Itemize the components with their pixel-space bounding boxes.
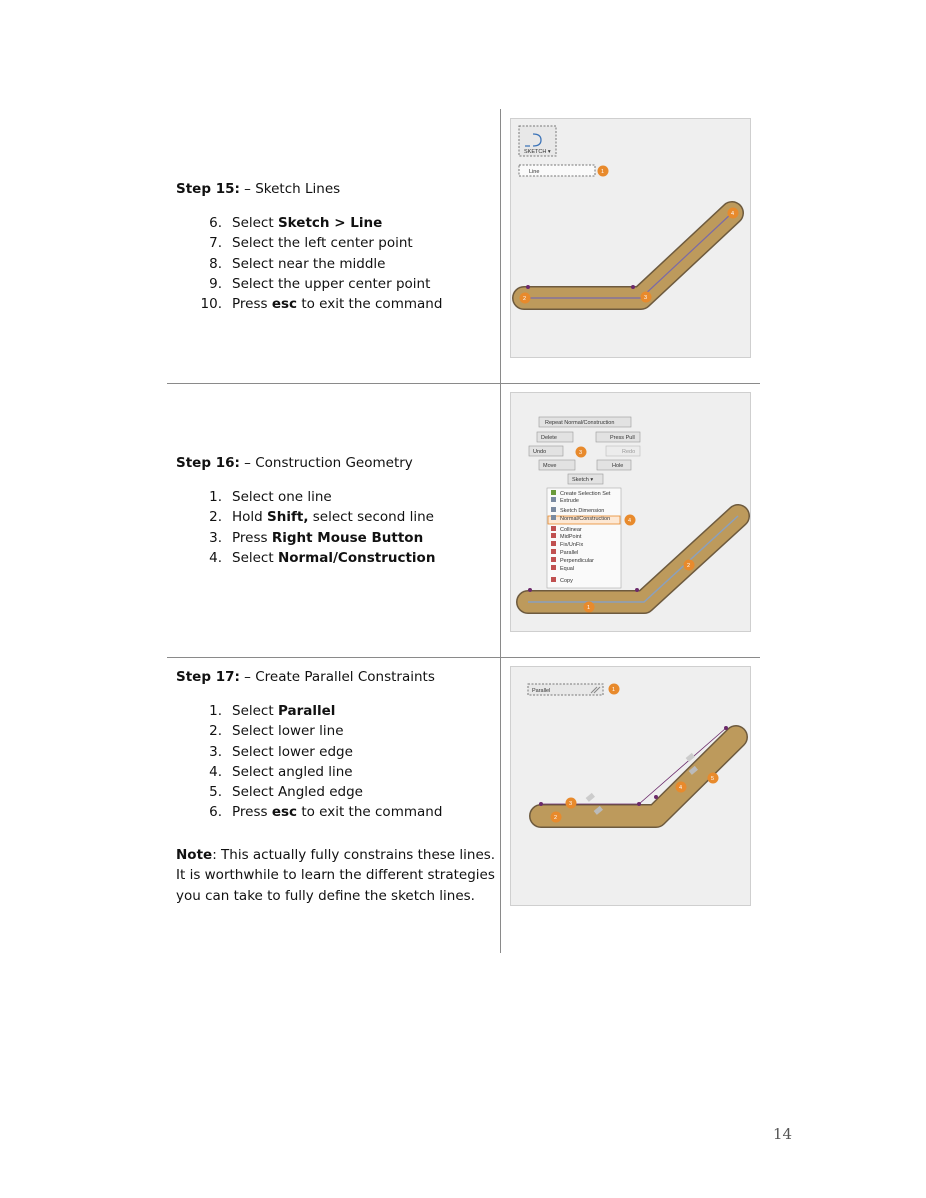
line-tool-label: Line bbox=[529, 169, 540, 175]
list-text bbox=[230, 530, 423, 546]
svg-text:Hole: Hole bbox=[612, 463, 624, 469]
list-item bbox=[176, 213, 442, 233]
step-label: Step 17: bbox=[176, 669, 240, 685]
plain-text: Select Angled edge bbox=[232, 784, 363, 801]
context-menu-item[interactable]: MidPoint bbox=[560, 534, 582, 540]
page-number: 14 bbox=[773, 1125, 793, 1143]
context-menu bbox=[547, 488, 621, 588]
sketch-point bbox=[526, 285, 530, 289]
step-label: Step 15: bbox=[176, 181, 240, 197]
svg-text:Redo: Redo bbox=[622, 449, 636, 455]
bold-text: Right Mouse Button bbox=[271, 529, 424, 546]
menu-item-icon bbox=[551, 526, 556, 531]
callout-5 bbox=[708, 773, 719, 784]
step-title: – Construction Geometry bbox=[239, 455, 413, 471]
plain-text: Select one line bbox=[232, 489, 332, 505]
bold-text: esc bbox=[271, 296, 298, 313]
plain-text: Select lower line bbox=[232, 723, 344, 740]
list-text bbox=[230, 509, 434, 525]
list-text bbox=[230, 296, 442, 312]
list-number: 2. bbox=[209, 509, 222, 526]
bold-text: Sketch > Line bbox=[277, 215, 383, 231]
plain-text: Select bbox=[232, 703, 278, 719]
list-item bbox=[176, 782, 442, 802]
step-16-heading bbox=[176, 455, 413, 471]
list-item bbox=[176, 528, 435, 548]
context-menu-item[interactable]: Fix/UnFix bbox=[560, 542, 584, 548]
plain-text: Select near the middle bbox=[232, 255, 386, 272]
move-button[interactable] bbox=[539, 460, 575, 470]
plain-text: Press bbox=[232, 804, 272, 821]
svg-text:4: 4 bbox=[679, 785, 683, 791]
note-text: : This actually fully constrains these lines. It is worthwhile to learn the different strategies you can take to fully define the sketch lines. bbox=[176, 847, 496, 904]
list-number: 10. bbox=[200, 296, 222, 313]
plain-text: select second line bbox=[308, 509, 434, 526]
plain-text: Select bbox=[232, 549, 278, 566]
step-title: – Sketch Lines bbox=[239, 181, 341, 197]
callout-1 bbox=[609, 684, 620, 695]
line-tool-field[interactable] bbox=[519, 165, 595, 176]
menu-item-icon bbox=[551, 497, 556, 502]
context-menu-item[interactable]: Parallel bbox=[560, 550, 579, 556]
list-number: 1. bbox=[209, 703, 222, 719]
menu-item-icon bbox=[551, 549, 556, 554]
list-number: 2. bbox=[209, 723, 222, 740]
list-item bbox=[176, 742, 442, 762]
context-menu-item[interactable]: Copy bbox=[560, 578, 573, 584]
svg-text:Sketch ▾: Sketch ▾ bbox=[572, 477, 594, 483]
list-text bbox=[230, 489, 332, 505]
callout-2 bbox=[551, 812, 562, 823]
list-text bbox=[230, 764, 353, 780]
context-menu-item[interactable]: Collinear bbox=[560, 527, 582, 533]
context-menu-item[interactable]: Sketch Dimension bbox=[560, 508, 605, 514]
svg-text:4: 4 bbox=[731, 211, 735, 217]
svg-text:3: 3 bbox=[569, 801, 573, 807]
menu-item-icon bbox=[551, 541, 556, 546]
list-item bbox=[176, 487, 435, 507]
list-number: 9. bbox=[209, 275, 222, 292]
callout-4 bbox=[625, 515, 636, 526]
bold-text: Shift, bbox=[267, 509, 309, 526]
step-16-list bbox=[176, 487, 435, 568]
context-menu-item[interactable]: Extrude bbox=[560, 498, 579, 504]
callout-2 bbox=[520, 293, 531, 304]
list-item bbox=[176, 548, 435, 568]
list-text bbox=[230, 276, 430, 292]
list-number: 4. bbox=[209, 549, 222, 566]
context-menu-item[interactable]: Equal bbox=[560, 566, 575, 572]
plain-text: Select lower edge bbox=[232, 743, 353, 760]
sketch-button-label: SKETCH ▾ bbox=[524, 149, 551, 155]
callout-3 bbox=[641, 292, 652, 303]
list-item bbox=[176, 802, 442, 822]
list-item bbox=[176, 701, 442, 721]
menu-item-icon bbox=[551, 557, 556, 562]
svg-text:1: 1 bbox=[612, 687, 616, 693]
step-17-list bbox=[176, 701, 442, 823]
column-divider bbox=[500, 109, 501, 953]
callout-4 bbox=[728, 208, 739, 219]
plain-text: Select bbox=[232, 215, 278, 231]
svg-text:3: 3 bbox=[579, 450, 583, 456]
svg-text:1: 1 bbox=[587, 605, 591, 611]
step-17-heading bbox=[176, 669, 435, 685]
note-label: Note bbox=[176, 847, 213, 863]
list-number: 3. bbox=[209, 743, 222, 760]
list-text bbox=[230, 804, 442, 820]
sketch-point bbox=[635, 588, 639, 592]
list-text bbox=[230, 215, 382, 231]
undo-button[interactable] bbox=[529, 446, 563, 456]
repeat-command-button[interactable] bbox=[539, 417, 631, 427]
sketch-dropdown[interactable] bbox=[568, 474, 603, 484]
redo-button[interactable] bbox=[606, 446, 640, 456]
callout-4 bbox=[676, 782, 687, 793]
list-item bbox=[176, 254, 442, 274]
bold-text: Parallel bbox=[277, 703, 336, 719]
svg-text:4: 4 bbox=[628, 518, 632, 524]
svg-text:Repeat Normal/Construction: Repeat Normal/Construction bbox=[545, 420, 615, 426]
press-pull-button[interactable] bbox=[596, 432, 640, 442]
plain-text: Select the left center point bbox=[232, 235, 413, 252]
sketch-point bbox=[654, 795, 658, 799]
menu-item-icon bbox=[551, 507, 556, 512]
callout-3 bbox=[576, 447, 587, 458]
row-divider-2 bbox=[167, 657, 760, 658]
sketch-point bbox=[631, 285, 635, 289]
list-text bbox=[230, 784, 363, 800]
sketch-point bbox=[724, 726, 728, 730]
list-item bbox=[176, 294, 442, 314]
menu-item-icon bbox=[551, 515, 556, 520]
plain-text: Select the upper center point bbox=[232, 275, 431, 292]
svg-text:2: 2 bbox=[687, 563, 691, 569]
list-number: 1. bbox=[209, 489, 222, 505]
menu-item-icon bbox=[551, 533, 556, 538]
step-15-screenshot bbox=[510, 118, 751, 358]
plain-text: Select angled line bbox=[232, 763, 353, 780]
sketch-point bbox=[539, 802, 543, 806]
step-16-screenshot bbox=[510, 392, 751, 632]
callout-1 bbox=[598, 166, 609, 177]
hole-button[interactable] bbox=[597, 460, 631, 470]
list-item bbox=[176, 233, 442, 253]
step-title: – Create Parallel Constraints bbox=[239, 669, 435, 685]
list-text bbox=[230, 703, 335, 719]
svg-text:5: 5 bbox=[711, 776, 715, 782]
list-item bbox=[176, 507, 435, 527]
step-15-heading bbox=[176, 181, 340, 197]
bold-text: esc bbox=[271, 804, 298, 821]
sketch-point bbox=[528, 588, 532, 592]
sketch-toolbar-button[interactable] bbox=[519, 126, 556, 156]
delete-button[interactable] bbox=[537, 432, 573, 442]
list-number: 6. bbox=[209, 215, 222, 231]
list-number: 5. bbox=[209, 784, 222, 801]
list-number: 8. bbox=[209, 255, 222, 272]
svg-text:2: 2 bbox=[554, 815, 558, 821]
plain-text: Hold bbox=[232, 509, 268, 526]
parallel-tool-label: Parallel bbox=[532, 688, 551, 694]
list-text bbox=[230, 235, 413, 251]
svg-text:Delete: Delete bbox=[541, 435, 557, 441]
callout-2 bbox=[684, 560, 695, 571]
svg-text:3: 3 bbox=[644, 295, 648, 301]
callout-1 bbox=[584, 602, 595, 613]
list-number: 4. bbox=[209, 763, 222, 780]
plain-text: to exit the command bbox=[297, 296, 443, 313]
sketch-point bbox=[637, 802, 641, 806]
list-number: 7. bbox=[209, 235, 222, 252]
svg-text:Press Pull: Press Pull bbox=[610, 435, 635, 441]
callout-3 bbox=[566, 798, 577, 809]
step-17-screenshot bbox=[510, 666, 751, 906]
menu-item-icon bbox=[551, 490, 556, 495]
context-menu-item[interactable]: Perpendicular bbox=[560, 558, 594, 564]
menu-item-icon bbox=[551, 565, 556, 570]
context-menu-item[interactable]: Normal/Construction bbox=[560, 516, 611, 522]
constraint-glyph bbox=[586, 793, 595, 802]
list-item bbox=[176, 274, 442, 294]
step-15-list bbox=[176, 213, 442, 314]
svg-text:1: 1 bbox=[601, 169, 605, 175]
list-text bbox=[230, 256, 385, 272]
svg-text:Move: Move bbox=[543, 463, 557, 469]
list-text bbox=[230, 744, 353, 760]
plain-text: to exit the command bbox=[297, 804, 443, 821]
list-item bbox=[176, 721, 442, 741]
svg-text:Undo: Undo bbox=[533, 449, 547, 455]
menu-item-icon bbox=[551, 577, 556, 582]
parallel-tool-field[interactable] bbox=[528, 684, 603, 695]
list-text bbox=[230, 723, 344, 739]
context-menu-item[interactable]: Create Selection Set bbox=[560, 491, 611, 497]
plain-text: Press bbox=[232, 296, 272, 313]
svg-text:2: 2 bbox=[523, 296, 527, 302]
plain-text: Press bbox=[232, 529, 272, 546]
step-label: Step 16: bbox=[176, 455, 240, 471]
list-text bbox=[230, 550, 435, 566]
constraint-glyph bbox=[686, 753, 695, 762]
list-number: 6. bbox=[209, 804, 222, 821]
list-item bbox=[176, 762, 442, 782]
row-divider-1 bbox=[167, 383, 760, 384]
list-number: 3. bbox=[209, 529, 222, 546]
note-paragraph bbox=[176, 845, 496, 906]
bold-text: Normal/Construction bbox=[277, 549, 436, 566]
